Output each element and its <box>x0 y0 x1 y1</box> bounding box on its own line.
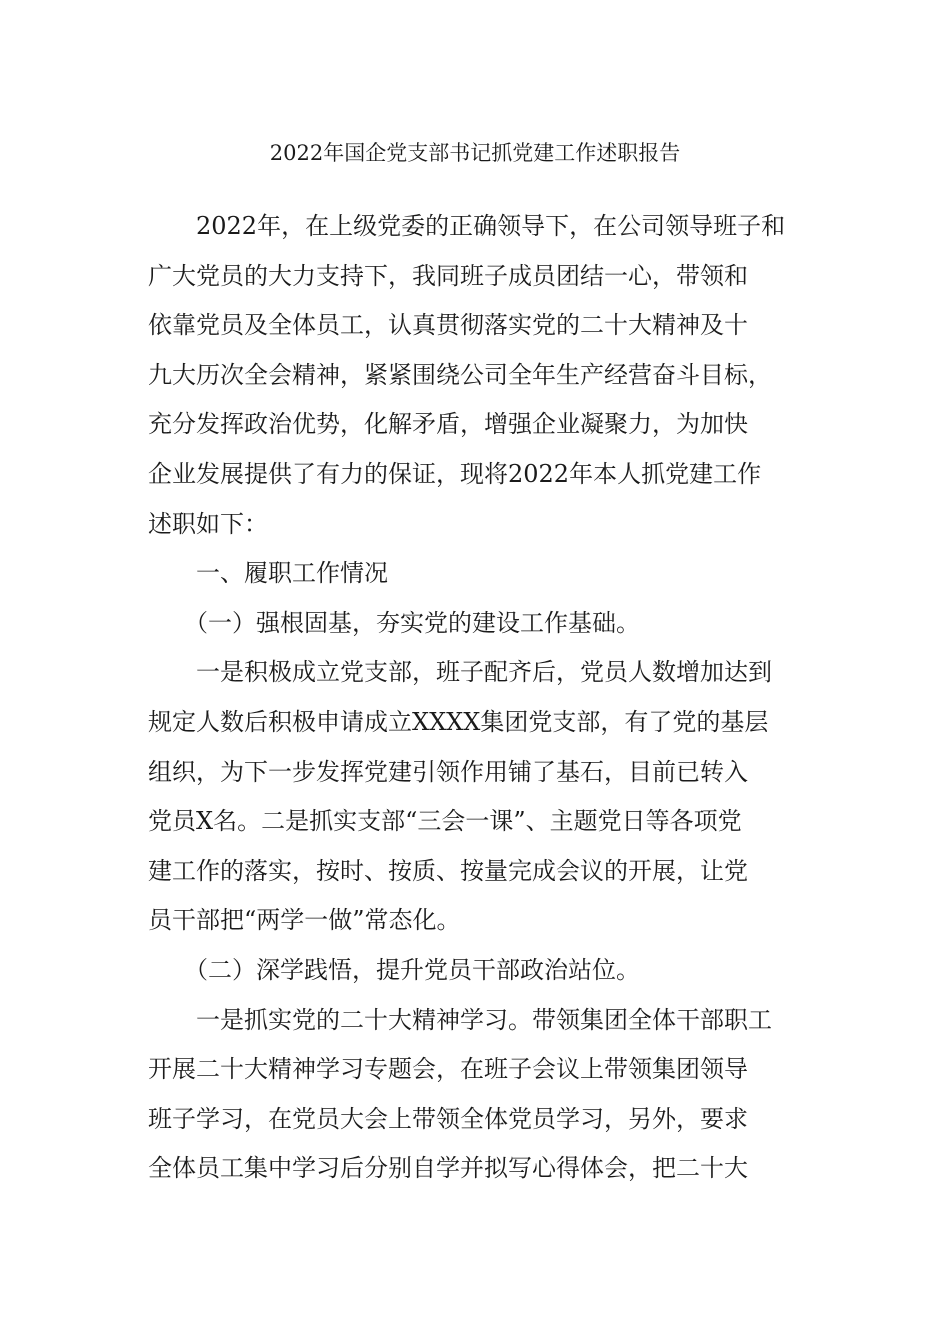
text-line: 一是积极成立党支部，班子配齐后，党员人数增加达到 <box>148 658 772 687</box>
subsection-heading: （二）深学践悟，提升党员干部政治站位。 <box>148 955 640 984</box>
document-body <box>148 202 808 1194</box>
text-line: 依靠党员及全体员工，认真贯彻落实党的二十大精神及十 <box>148 311 748 340</box>
text-line: 企业发展提供了有力的保证，现将2022年本人抓党建工作 <box>148 459 762 488</box>
text-line: 一是抓实党的二十大精神学习。带领集团全体干部职工 <box>148 1005 772 1034</box>
section-heading: 一、履职工作情况 <box>148 559 388 588</box>
text-line: 党员X名。二是抓实支部“三会一课”、主题党日等各项党 <box>148 807 742 836</box>
text-line: 员干部把“两学一做”常态化。 <box>148 906 461 935</box>
text-line: 开展二十大精神学习专题会，在班子会议上带领集团领导 <box>148 1055 748 1084</box>
text-line: 述职如下： <box>148 509 268 538</box>
text-line: 九大历次全会精神，紧紧围绕公司全年生产经营奋斗目标， <box>148 360 772 389</box>
text-line: 全体员工集中学习后分别自学并拟写心得体会，把二十大 <box>148 1154 748 1183</box>
text-line: 组织，为下一步发挥党建引领作用铺了基石，目前已转入 <box>148 757 748 786</box>
text-line: 广大党员的大力支持下，我同班子成员团结一心，带领和 <box>148 261 748 290</box>
text-line: 班子学习，在党员大会上带领全体党员学习，另外，要求 <box>148 1104 748 1133</box>
subsection-heading: （一）强根固基，夯实党的建设工作基础。 <box>148 608 640 637</box>
document-title: 2022年国企党支部书记抓党建工作述职报告 <box>269 141 681 165</box>
text-line: 充分发挥政治优势，化解矛盾，增强企业凝聚力，为加快 <box>148 410 748 439</box>
text-line: 规定人数后积极申请成立XXXX集团党支部，有了党的基层 <box>148 707 769 736</box>
text-line: 2022年，在上级党委的正确领导下，在公司领导班子和 <box>148 212 786 240</box>
text-line: 建工作的落实，按时、按质、按量完成会议的开展，让党 <box>148 856 748 885</box>
